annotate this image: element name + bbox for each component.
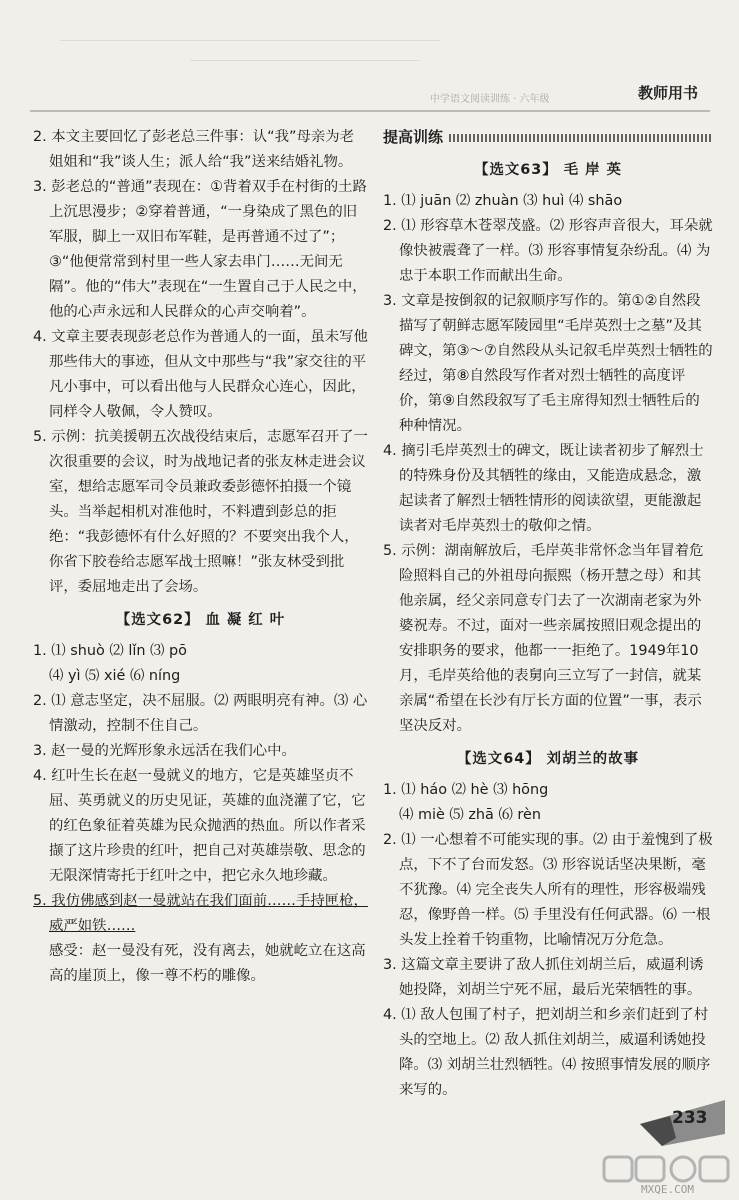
- pinyin-answers-line1: 1. ⑴ háo ⑵ hè ⑶ hōng: [383, 782, 549, 798]
- answer-item: 3. 文章是按倒叙的记叙顺序写作的。第①②自然段描写了朝鲜志愿军陵园里“毛岸英烈士之墓”及其碑文，第③～⑦自然段从头记叙毛岸英烈士牺牲的经过，第⑧自然段写作者对烈士牺牲的高度评价，第⑨自然段叙写了毛主席得知烈士牺牲后的种种情况。: [383, 293, 713, 434]
- section-dots: [449, 134, 713, 142]
- answer-item-underlined: 5. 我仿佛感到赵一曼就站在我们面前……手持匣枪，威严如铁……: [33, 893, 368, 934]
- answer-feeling: 感受：赵一曼没有死，没有离去，她就屹立在这高高的崖顶上，像一尊不朽的雕像。: [49, 943, 366, 984]
- pinyin-answers-line1: 1. ⑴ shuò ⑵ lǐn ⑶ pō: [33, 643, 187, 659]
- right-column: [383, 125, 713, 1103]
- pinyin-answers-line2: ⑷ miè ⑸ zhā ⑹ rèn: [399, 807, 541, 823]
- series-title: 中学语文阅读训练 · 六年级: [430, 94, 550, 105]
- answer-item: 2. ⑴ 形容草木苍翠茂盛。⑵ 形容声音很大，耳朵就像快被震聋了一样。⑶ 形容事情复杂纷乱。⑷ 为忠于本职工作而献出生命。: [383, 218, 713, 284]
- pinyin-answers: 1. ⑴ juān ⑵ zhuàn ⑶ huì ⑷ shāo: [383, 193, 623, 209]
- section-heading-64: 【选文64】 刘胡兰的故事: [457, 751, 639, 767]
- header-rule: [30, 110, 710, 112]
- answer-item: 4. 摘引毛岸英烈士的碑文，既让读者初步了解烈士的特殊身份及其牺牲的缘由，又能造成悬念，激起读者了解烈士牺牲情形的阅读欲望，更能激起读者对毛岸英烈士的敬仰之情。: [383, 443, 704, 534]
- answer-item: 3. 赵一曼的光辉形象永远活在我们心中。: [33, 743, 296, 759]
- pinyin-answers-line2: ⑷ yì ⑸ xié ⑹ níng: [49, 668, 181, 684]
- answer-item: 3. 这篇文章主要讲了敌人抓住刘胡兰后，威逼利诱她投降，刘胡兰宁死不屈，最后光荣牺牲的事。: [383, 957, 704, 998]
- page-header-title: 教师用书: [638, 84, 699, 102]
- section-heading-62: 【选文62】 血 凝 红 叶: [115, 612, 286, 628]
- answer-item: 4. 红叶生长在赵一曼就义的地方，它是英雄坚贞不屈、英勇就义的历史见证，英雄的血浇灌了它，它的红色象征着英雄为民众抛洒的热血。所以作者采撷了这片珍贵的红叶，把自己对英雄崇敬、思念的无限深情寄托于红叶之中，把它永久地珍藏。: [33, 768, 366, 884]
- section-bar: [383, 125, 713, 150]
- left-column: [33, 125, 368, 989]
- bleed-through-top: [60, 40, 440, 41]
- answer-item: 5. 示例：抗美援朝五次战役结束后，志愿军召开了一次很重要的会议，时为战地记者的张友林走进会议室，想给志愿军司令员兼政委彭德怀拍摄一个镜头。当举起相机对准他时，不料遭到彭总的拒绝：“我彭德怀有什么好照的？不要突出我个人，你省下胶卷给志愿军战士照嘛！”张友林受到批评，委屈地走出了会场。: [33, 429, 368, 595]
- watermark-text: MXQE.COM: [641, 1183, 694, 1196]
- answer-item: 2. 本文主要回忆了彭老总三件事：认“我”母亲为老姐姐和“我”谈人生；派人给“我”送来结婚礼物。: [33, 129, 355, 170]
- answer-item: 2. ⑴ 一心想着不可能实现的事。⑵ 由于羞愧到了极点，下不了台而发怒。⑶ 形容说话坚决果断，毫不犹豫。⑷ 完全丧失人所有的理性，形容极端残忍，像野兽一样。⑸ 手里没有任何武器。⑹ 一根头发上拴着千钧重物，比喻情况万分危急。: [383, 832, 713, 948]
- page-number: 233: [672, 1108, 708, 1128]
- answer-item: 4. ⑴ 敌人包围了村子，把刘胡兰和乡亲们赶到了村头的空地上。⑵ 敌人抓住刘胡兰，威逼利诱她投降。⑶ 刘胡兰壮烈牺牲。⑷ 按照事情发展的顺序来写的。: [383, 1007, 711, 1098]
- section-label: 提高训练: [383, 128, 444, 146]
- section-heading-63: 【选文63】 毛 岸 英: [474, 162, 622, 178]
- answer-item: 4. 文章主要表现彭老总作为普通人的一面，虽未写他那些伟大的事迹，但从文中那些与“我”家交往的平凡小事中，可以看出他与人民群众心连心，因此，同样令人敬佩，令人赞叹。: [33, 329, 368, 420]
- answer-item: 3. 彭老总的“普通”表现在：①背着双手在村街的土路上沉思漫步；②穿着普通，“一身染成了黑色的旧军服，脚上一双旧布军鞋，是再普通不过了”；③“他便常常到村里一些人家去串门……无间无隔”。他的“伟大”表现在“一生置自己于人民之中，他的心声永远和人民群众的心声交响着”。: [33, 179, 367, 320]
- answer-item: 5. 示例：湖南解放后，毛岸英非常怀念当年冒着危险照料自己的外祖母向振熙（杨开慧之母）和其他亲属，经父亲同意专门去了一次湖南老家为外婆祝寿。不过，面对一些亲属按照旧观念提出的安排职务的要求，他都一一拒绝了。1949年10月，毛岸英给他的表舅向三立写了一封信，就某亲属“希望在长沙有厅长方面的位置”一事，表示坚决反对。: [383, 543, 704, 734]
- answer-item: 2. ⑴ 意志坚定，决不屈服。⑵ 两眼明亮有神。⑶ 心情激动，控制不住自己。: [33, 693, 368, 734]
- bleed-through-header: [190, 60, 420, 61]
